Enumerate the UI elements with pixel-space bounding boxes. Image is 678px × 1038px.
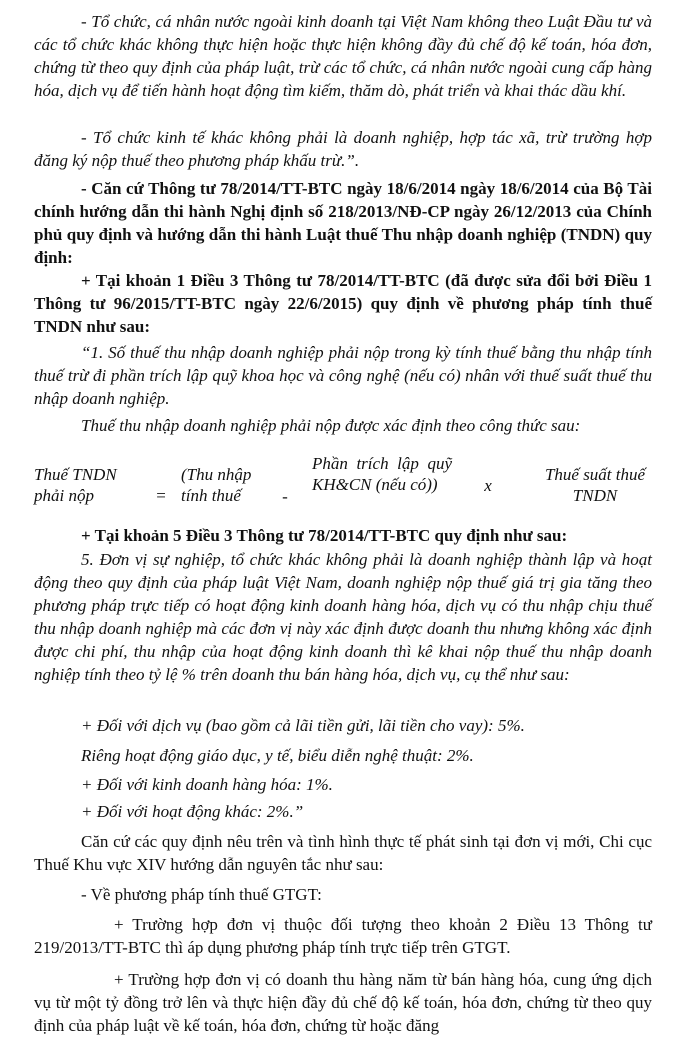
- formula-equals: =: [156, 486, 166, 505]
- paragraph-revenue-threshold-case: + Trường hợp đơn vị có doanh thu hàng năm từ bán hàng hóa, cung ứng dịch vụ từ một tỷ đồng trở lên và thực hiện đầy đủ chế độ kế toán, hóa đơn, chứng từ theo quy định của pháp luật về kế toán, hóa đơn, chứng từ hoặc đăng: [34, 970, 652, 1035]
- paragraph-revenue-percentage-method: 5. Đơn vị sự nghiệp, tổ chức khác không phải là doanh nghiệp thành lập và hoạt động theo quy định của pháp luật Việt Nam, doanh nghiệp nộp thuế giá trị gia tăng theo phương pháp trực tiếp có hoạt động kinh doanh hàng hóa, dịch vụ có thu nhập chịu thuế thu nhập doanh nghiệp mà các đơn vị này xác định được doanh thu nhưng không xác định được chi phí, thu nhập của hoạt động kinh doanh thì kê khai nộp thuế thu nhập doanh nghiệp tính theo tỷ lệ % trên doanh thu bán hàng hóa, dịch vụ, cụ thể như sau:: [34, 550, 652, 684]
- paragraph-vat-method-heading: - Về phương pháp tính thuế GTGT:: [81, 885, 322, 904]
- paragraph-clause-5-article-3: + Tại khoản 5 Điều 3 Thông tư 78/2014/TT-BTC quy định như sau:: [81, 526, 568, 545]
- paragraph-direct-method-case: + Trường hợp đơn vị thuộc đối tượng theo khoản 2 Điều 13 Thông tư 219/2013/TT-BTC thì áp dụng phương pháp tính trực tiếp trên GTGT.: [34, 915, 652, 957]
- formula-minus: -: [282, 487, 288, 506]
- rate-services: + Đối với dịch vụ (bao gồm cả lãi tiền gửi, lãi tiền cho vay): 5%.: [81, 716, 525, 735]
- formula-lhs: Thuế TNDN phải nộp: [34, 465, 117, 505]
- rate-other-activities: + Đối với hoạt động khác: 2%.”: [81, 802, 304, 821]
- paragraph-foreign-organizations: - Tổ chức, cá nhân nước ngoài kinh doanh tại Việt Nam không theo Luật Đầu tư và các tổ chức khác không thực hiện hoặc thực hiện không đầy đủ chế độ kế toán, hóa đơn, chứng từ theo quy định của pháp luật, trừ các tổ chức, cá nhân nước ngoài cung cấp hàng hóa, dịch vụ để tiến hành hoạt động tìm kiếm, thăm dò, phát triển và khai thác dầu khí.: [34, 12, 652, 100]
- formula-taxable-income: (Thu nhập tính thuế: [181, 465, 252, 505]
- formula-tax-rate: Thuế suất thuế TNDN: [544, 465, 646, 505]
- paragraph-guidance-basis: Căn cứ các quy định nêu trên và tình hình thực tế phát sinh tại đơn vị mới, Chi cục Thuế Khu vực XIV hướng dẫn nguyên tắc như sau:: [34, 832, 652, 874]
- formula-science-fund: Phần trích lập quỹ KH&CN (nếu có)): [312, 454, 452, 494]
- paragraph-other-economic-organizations: - Tổ chức kinh tế khác không phải là doanh nghiệp, hợp tác xã, trừ trường hợp đăng ký nộp thuế theo phương pháp khấu trừ.”.: [34, 128, 652, 170]
- paragraph-clause-1-article-3: + Tại khoản 1 Điều 3 Thông tư 78/2014/TT-BTC (đã được sửa đổi bởi Điều 1 Thông tư 96/2015/TT-BTC ngày 22/6/2015) quy định về phương pháp tính thuế TNDN như sau:: [34, 271, 652, 336]
- paragraph-circular-78-basis: - Căn cứ Thông tư 78/2014/TT-BTC ngày 18/6/2014 ngày 18/6/2014 của Bộ Tài chính hướng dẫn thi hành Nghị định số 218/2013/NĐ-CP ngày 26/12/2013 của Chính phủ quy định và hướng dẫn thi hành Luật thuế Thu nhập doanh nghiệp (TNDN) quy định:: [34, 179, 652, 267]
- rate-trading-goods: + Đối với kinh doanh hàng hóa: 1%.: [81, 775, 333, 794]
- paragraph-formula-intro: Thuế thu nhập doanh nghiệp phải nộp được xác định theo công thức sau:: [81, 416, 581, 435]
- paragraph-cit-payable-definition: “1. Số thuế thu nhập doanh nghiệp phải nộp trong kỳ tính thuế bằng thu nhập tính thuế trừ đi phần trích lập quỹ khoa học và công nghệ (nếu có) nhân với thuế suất thuế thu nhập doanh nghiệp.: [34, 343, 652, 408]
- rate-education-health-arts: Riêng hoạt động giáo dục, y tế, biểu diễn nghệ thuật: 2%.: [81, 746, 474, 765]
- formula-multiply: x: [484, 476, 492, 495]
